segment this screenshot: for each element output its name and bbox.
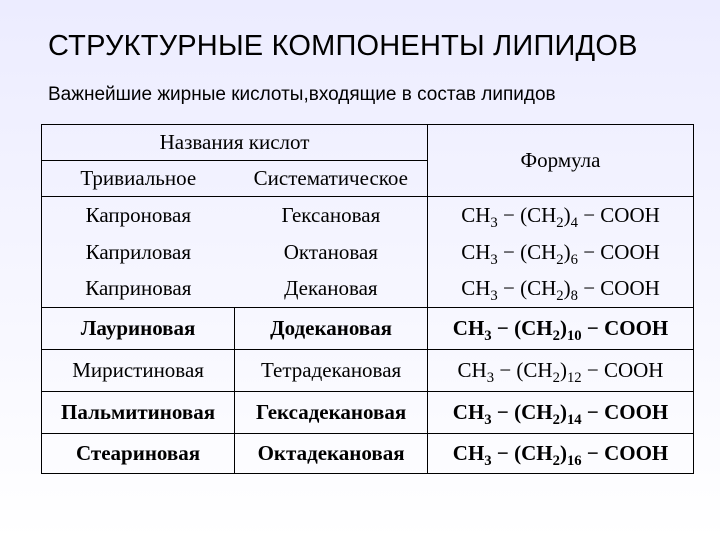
header-trivial: Тривиальное: [42, 161, 235, 197]
cell-formula: $CH_3 - (CH_2)_{10}$ − COOH: [428, 308, 694, 350]
header-systematic: Систематическое: [235, 161, 428, 197]
cell-trivial: Миристиновая: [42, 350, 235, 392]
cell-systematic: Гексадекановая: [235, 392, 428, 434]
cell-systematic: Октановая: [235, 234, 428, 271]
table-row: [42, 392, 694, 434]
cell-trivial: Каприловая: [42, 234, 235, 271]
cell-formula: $CH_3 - (CH_2)_8$ − COOH: [428, 271, 694, 308]
cell-systematic: Гексановая: [235, 197, 428, 234]
table-row: [42, 308, 694, 350]
table-row: [42, 234, 694, 271]
cell-formula: $CH_3 - (CH_2)_6$ − COOH: [428, 234, 694, 271]
table-row: [42, 271, 694, 308]
table-row: [42, 434, 694, 474]
fatty-acids-table: [41, 124, 694, 474]
cell-trivial: Капроновая: [42, 197, 235, 234]
cell-formula: $CH_3 - (CH_2)_{14}$ − COOH: [428, 392, 694, 434]
cell-formula: $CH_3 - (CH_2)_{12}$ − COOH: [428, 350, 694, 392]
slide-subtitle: Важнейшие жирные кислоты,входящие в состав липидов: [48, 84, 556, 105]
cell-formula: $CH_3 - (CH_2)_4$ − COOH: [428, 197, 694, 234]
cell-systematic: Декановая: [235, 271, 428, 308]
cell-formula: $CH_3 - (CH_2)_{16}$ − COOH: [428, 434, 694, 474]
table-row: [42, 350, 694, 392]
cell-trivial: Каприновая: [42, 271, 235, 308]
cell-systematic: Додекановая: [235, 308, 428, 350]
cell-trivial: Стеариновая: [42, 434, 235, 474]
header-formula: Формула: [428, 125, 694, 197]
table-row: [42, 197, 694, 234]
cell-trivial: Пальмитиновая: [42, 392, 235, 434]
slide-title: СТРУКТУРНЫЕ КОМПОНЕНТЫ ЛИПИДОВ: [48, 30, 638, 62]
cell-systematic: Тетрадекановая: [235, 350, 428, 392]
cell-systematic: Октадекановая: [235, 434, 428, 474]
header-acid-names: Названия кислот: [42, 125, 428, 161]
cell-trivial: Лауриновая: [42, 308, 235, 350]
